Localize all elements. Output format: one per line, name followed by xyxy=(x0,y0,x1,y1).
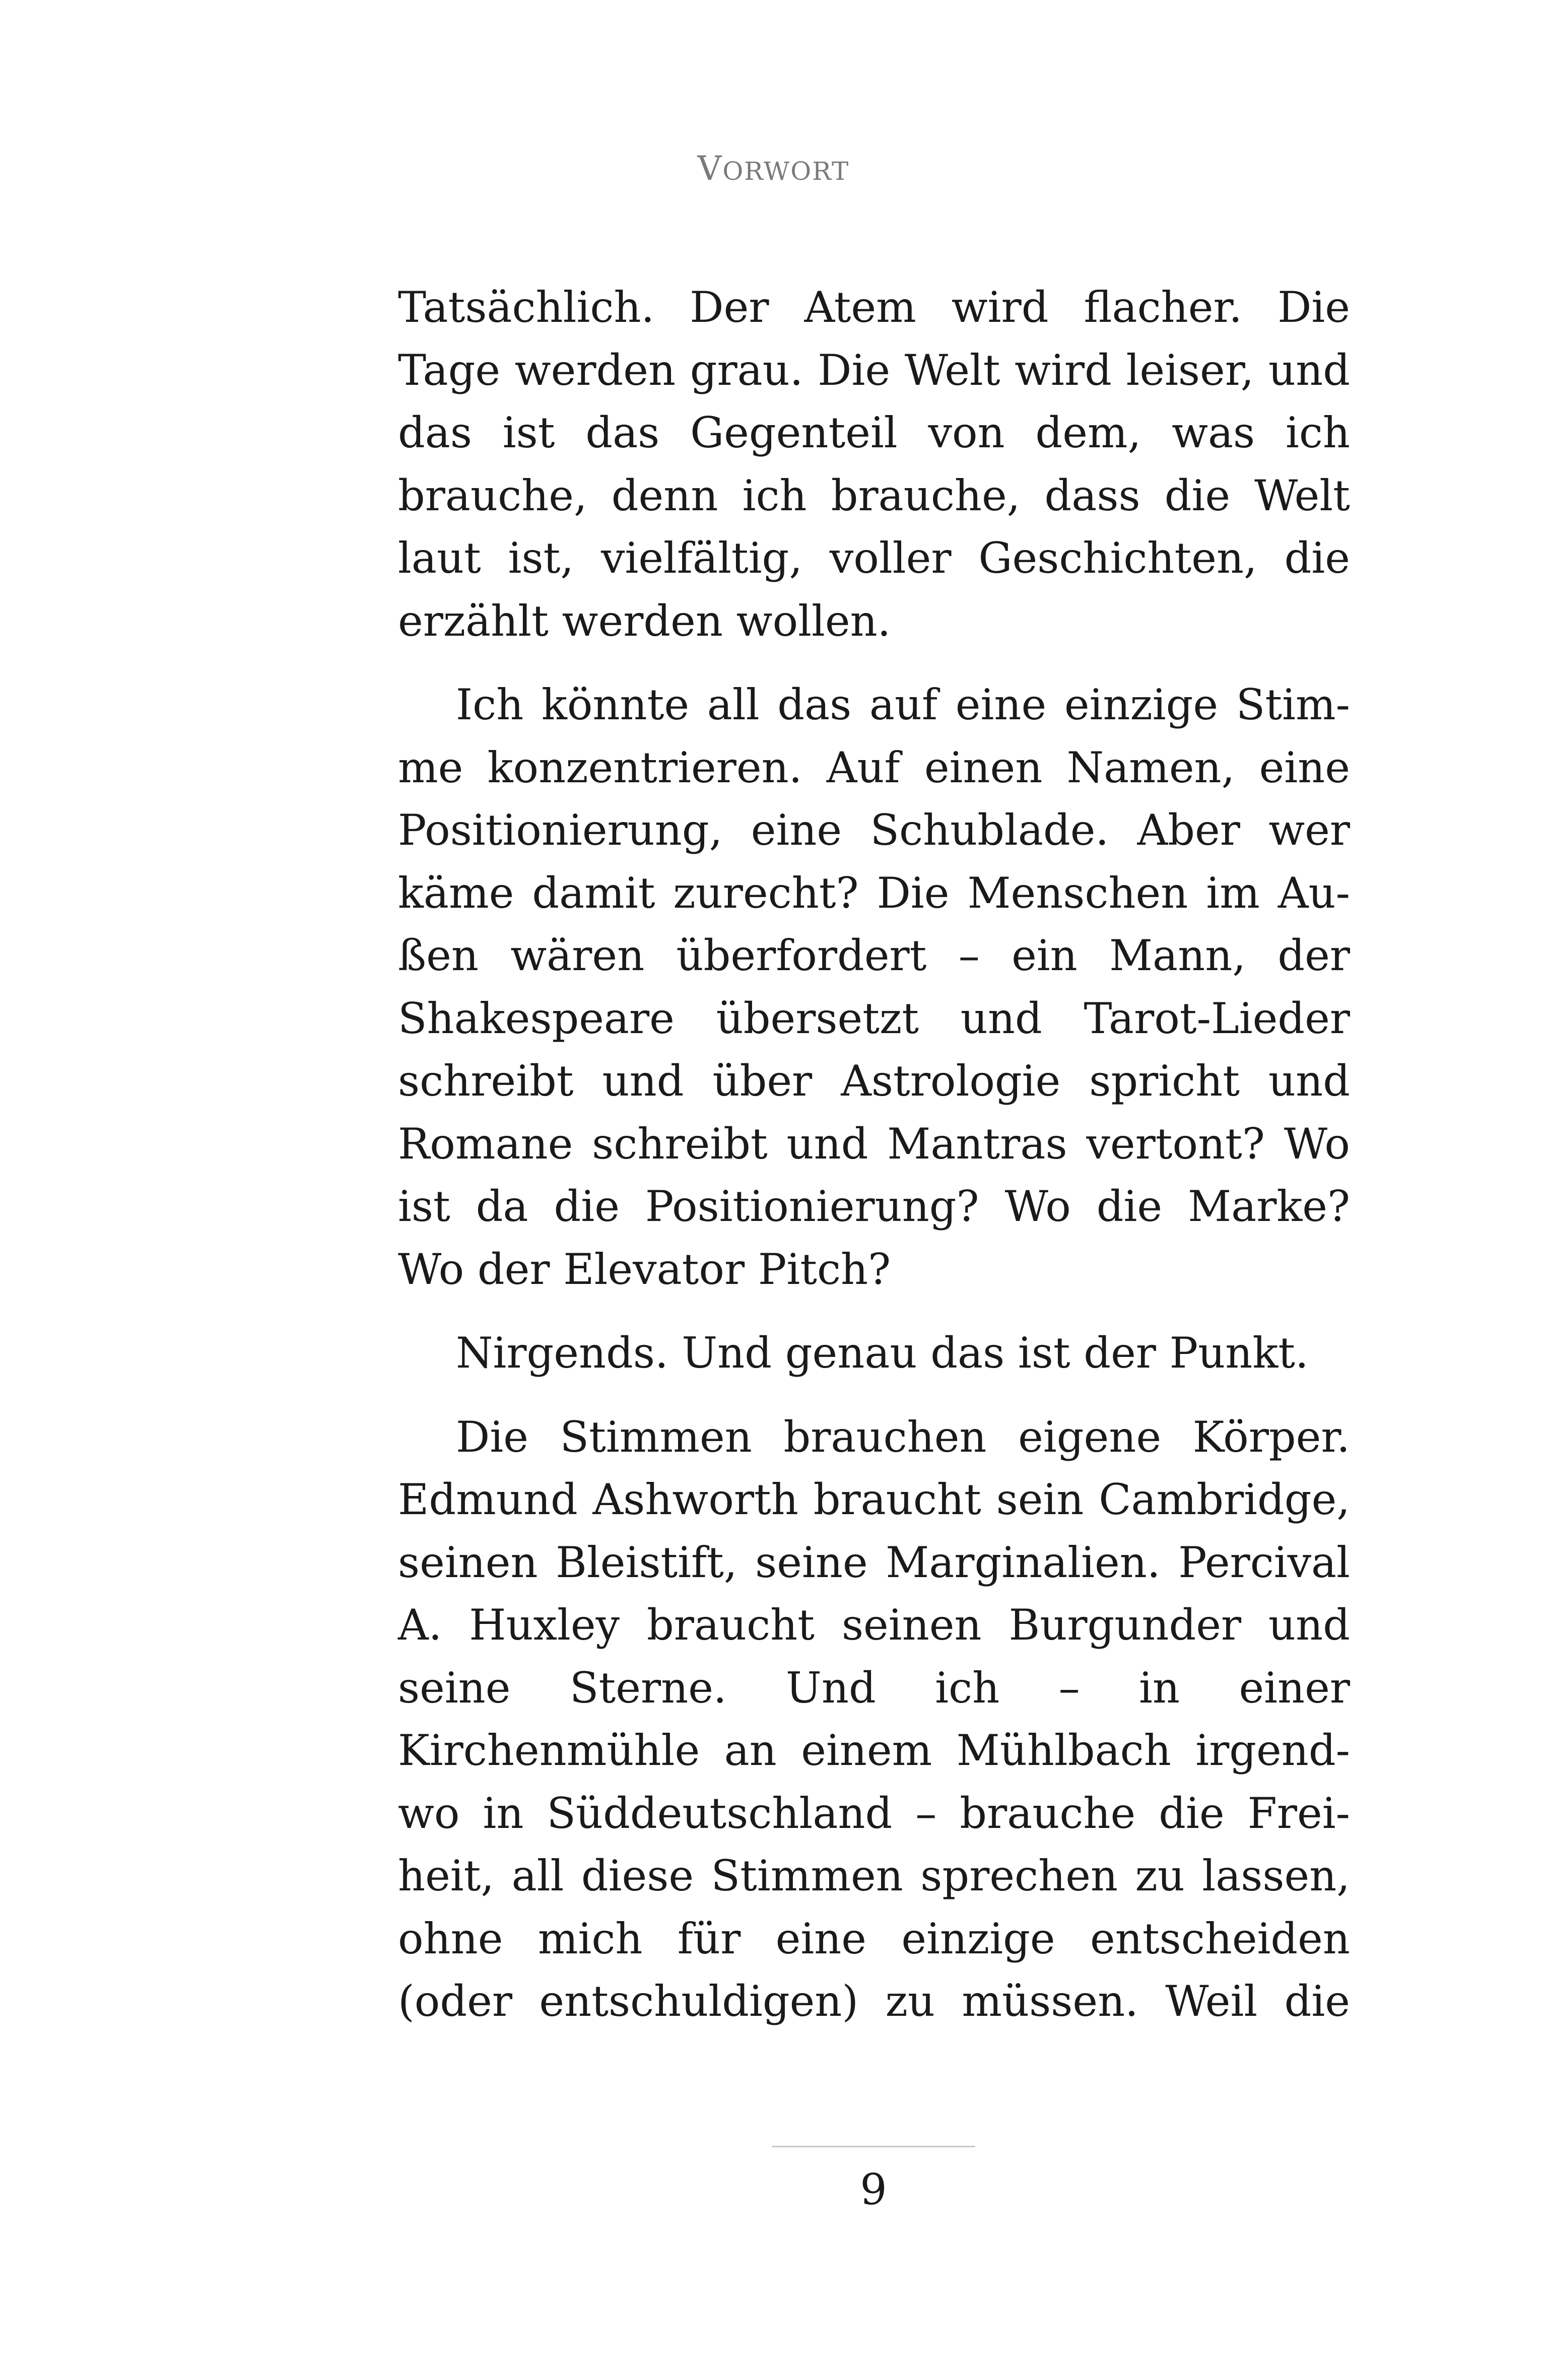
paragraph-4: Die Stimmen brauchen eigene Körper. Edmund Ashworth braucht sein Cambridge, seinen Bleistift, seine Marginalien. Percival A. Huxley braucht seinen Burgunder und seine Sterne. Und ich – in einer Kirchenmühle an einem Mühlbach irgendwo in Süddeutschland – brauche die Freiheit, all diese Stimmen sprechen zu lassen, ohne mich für eine einzige entscheiden (oder entschuldigen) zu müssen. Weil die xyxy=(398,1412,1350,2026)
running-head-rest: ORWORT xyxy=(722,157,850,186)
body-text xyxy=(398,276,1350,2033)
paragraph-1: Tatsächlich. Der Atem wird flacher. Die Tage werden grau. Die Welt wird leiser, und das ist das Gegenteil von dem, was ich brauche, denn ich brauche, dass die Welt laut ist, vielfältig, voller Geschichten, die erzählt werden wollen. xyxy=(398,283,1350,646)
footer-rule xyxy=(772,2146,975,2147)
paragraph-3: Nirgends. Und genau das ist der Punkt. xyxy=(456,1328,1309,1378)
running-head-initial: V xyxy=(697,149,723,188)
running-head xyxy=(0,149,1547,188)
paragraph-2: Ich könnte all das auf eine einzige Stimme konzentrieren. Auf einen Namen, eine Positionierung, eine Schublade. Aber wer käme damit zurecht? Die Menschen im Außen wären überfordert – ein Mann, der Shakespeare übersetzt und Tarot-Lieder schreibt und über Astrologie spricht und Romane schreibt und Mantras vertont? Wo ist da die Positionierung? Wo die Marke? Wo der Elevator Pitch? xyxy=(398,680,1350,1294)
page-number: 9 xyxy=(860,2165,887,2214)
